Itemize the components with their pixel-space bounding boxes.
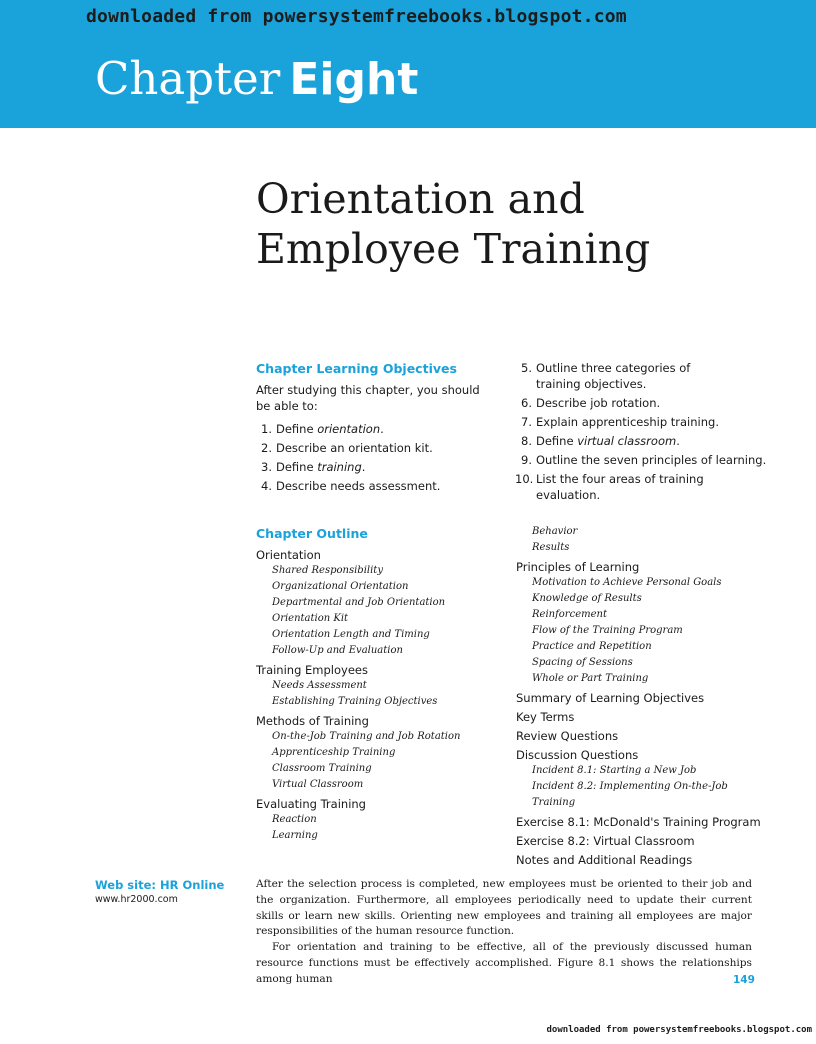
objective-term: training xyxy=(317,460,362,474)
chapter-number: Eight xyxy=(289,54,419,105)
outline-subsection: Incident 8.1: Starting a New Job xyxy=(532,765,697,776)
objectives-intro: After studying this chapter, you should be able to: xyxy=(256,383,480,413)
outline-subsection: Orientation Length and Timing xyxy=(272,629,430,640)
body-text xyxy=(256,877,752,988)
objective-number: 1. xyxy=(261,422,272,436)
outline-subsection: Orientation Kit xyxy=(272,613,349,624)
outline-section: Discussion Questions xyxy=(516,748,639,762)
outline-list-right xyxy=(516,524,761,868)
objective-text: List the four areas of training xyxy=(536,472,704,486)
outline-subsection: Reaction xyxy=(272,814,317,825)
outline-subsection: Spacing of Sessions xyxy=(532,657,633,668)
outline-subsection: Shared Responsibility xyxy=(272,565,383,576)
objective-item xyxy=(256,440,440,456)
objectives-list-right xyxy=(515,360,766,506)
objective-text: Outline the seven principles of learning. xyxy=(536,453,767,467)
outline-section: Exercise 8.1: McDonald's Training Program xyxy=(516,815,761,829)
objective-item xyxy=(515,395,766,411)
objective-item xyxy=(515,414,766,430)
objective-term: orientation xyxy=(317,422,381,436)
objective-number: 7. xyxy=(521,415,532,429)
body-paragraph-2: For orientation and training to be effective, all of the previously discussed human resource functions must be effectively accomplished. Figure 8.1 shows the relationships among human xyxy=(256,941,752,985)
objective-item xyxy=(256,421,440,437)
download-watermark-top: downloaded from powersystemfreebooks.blogspot.com xyxy=(86,6,627,27)
objective-number: 8. xyxy=(521,434,532,448)
objective-item xyxy=(515,471,766,503)
outline-subsection: Knowledge of Results xyxy=(532,593,642,604)
objective-number: 4. xyxy=(261,479,272,493)
page-number: 149 xyxy=(733,974,755,986)
download-watermark-bottom: downloaded from powersystemfreebooks.blogspot.com xyxy=(546,1025,812,1035)
objective-text-cont: evaluation. xyxy=(536,488,601,502)
chapter-title-line-2: Employee Training xyxy=(256,225,651,273)
outline-subsection: Organizational Orientation xyxy=(272,581,409,592)
outline-subsection: Needs Assessment xyxy=(272,680,367,691)
objective-punct: . xyxy=(676,434,680,448)
outline-subsection: Reinforcement xyxy=(532,609,607,620)
outline-section: Orientation xyxy=(256,548,321,562)
outline-subsection: Behavior xyxy=(532,526,578,537)
outline-subsection: Motivation to Achieve Personal Goals xyxy=(532,577,722,588)
outline-subsection: Whole or Part Training xyxy=(532,673,649,684)
objective-text: Outline three categories of xyxy=(536,361,691,375)
objective-item xyxy=(256,478,440,494)
outline-subsection: Departmental and Job Orientation xyxy=(272,597,446,608)
outline-section: Principles of Learning xyxy=(516,560,640,574)
chapter-word: Chapter xyxy=(95,52,281,105)
objective-punct: . xyxy=(380,422,384,436)
outline-subsection: Training xyxy=(532,797,576,808)
objective-number: 10. xyxy=(515,472,534,486)
objective-number: 6. xyxy=(521,396,532,410)
outline-heading: Chapter Outline xyxy=(256,526,368,541)
outline-section: Exercise 8.2: Virtual Classroom xyxy=(516,834,695,848)
objective-term: virtual classroom xyxy=(577,434,677,448)
outline-subsection: Incident 8.2: Implementing On-the-Job xyxy=(532,781,728,792)
outline-section: Training Employees xyxy=(256,663,368,677)
objective-item xyxy=(256,459,440,475)
website-url[interactable]: www.hr2000.com xyxy=(95,894,178,905)
objectives-heading: Chapter Learning Objectives xyxy=(256,361,457,376)
outline-subsection: Practice and Repetition xyxy=(532,641,652,652)
website-label: Web site: HR Online xyxy=(95,878,225,892)
outline-section: Methods of Training xyxy=(256,714,369,728)
objective-number: 2. xyxy=(261,441,272,455)
objectives-list-left xyxy=(256,421,440,497)
outline-section: Key Terms xyxy=(516,710,575,724)
outline-subsection: Follow-Up and Evaluation xyxy=(272,645,403,656)
outline-subsection: Apprenticeship Training xyxy=(272,747,396,758)
objective-text: Define xyxy=(276,422,318,436)
body-paragraph-1: After the selection process is completed, new employees must be oriented to their job and the organization. Furthermore, all employees periodically need to update their current skills or learn new skills. Orienting new employees and training all employees are major responsibilities of the human resource function. xyxy=(256,878,752,938)
objective-number: 3. xyxy=(261,460,272,474)
outline-subsection: Learning xyxy=(272,830,318,841)
objective-number: 5. xyxy=(521,361,532,375)
outline-section: Review Questions xyxy=(516,729,619,743)
chapter-banner xyxy=(0,0,816,128)
outline-list-left xyxy=(256,547,460,844)
objective-punct: . xyxy=(361,460,366,474)
objective-item xyxy=(515,452,766,468)
objective-text: Define xyxy=(276,460,318,474)
objective-item xyxy=(515,360,766,392)
outline-section: Notes and Additional Readings xyxy=(516,853,693,867)
outline-subsection: Results xyxy=(532,542,570,553)
objective-text: Describe job rotation. xyxy=(536,396,661,410)
objective-number: 9. xyxy=(521,453,532,467)
chapter-title-line-1: Orientation and xyxy=(256,175,585,223)
outline-subsection: Establishing Training Objectives xyxy=(272,696,438,707)
outline-section: Summary of Learning Objectives xyxy=(516,691,705,705)
objective-text: Define xyxy=(536,434,578,448)
objective-item xyxy=(515,433,766,449)
objective-text: Describe an orientation kit. xyxy=(276,441,433,455)
chapter-title xyxy=(256,174,650,274)
outline-subsection: Flow of the Training Program xyxy=(532,625,683,636)
chapter-heading xyxy=(95,52,419,105)
outline-subsection: Virtual Classroom xyxy=(272,779,364,790)
outline-subsection: Classroom Training xyxy=(272,763,372,774)
outline-section: Evaluating Training xyxy=(256,797,366,811)
objective-text: Explain apprenticeship training. xyxy=(536,415,719,429)
outline-subsection: On-the-Job Training and Job Rotation xyxy=(272,731,461,742)
objective-text-cont: training objectives. xyxy=(536,377,647,391)
objective-text: Describe needs assessment. xyxy=(276,479,441,493)
